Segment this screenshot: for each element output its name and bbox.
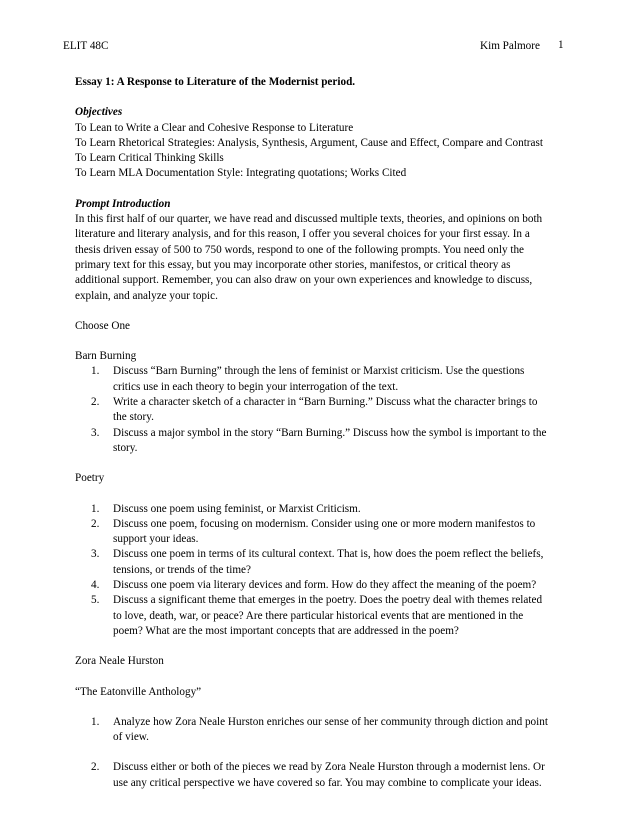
item-line: Discuss “Barn Burning” through the lens of feminist or Marxist criticism. Use the questions (113, 365, 525, 378)
item-line: the story. (113, 411, 154, 424)
list-item (75, 426, 565, 457)
hurston-subheading: “The Eatonville Anthology” (75, 685, 202, 698)
list-item (75, 502, 565, 517)
item-line: to love, death, war, or peace? Are there particular historical events that are mentioned in the (113, 609, 524, 622)
item-number: 2. (91, 517, 100, 530)
item-line: Discuss one poem using feminist, or Marxist Criticism. (113, 502, 361, 515)
page-number: 1 (558, 39, 564, 51)
item-number: 1. (91, 715, 100, 728)
item-line: use any critical perspective we have covered so far. You may combine to complicate your ideas. (113, 776, 542, 789)
item-line: Discuss a significant theme that emerges in the poetry. Does the poetry deal with themes related (113, 594, 543, 607)
item-number: 4. (91, 579, 100, 592)
item-number: 3. (91, 426, 100, 439)
objective-item: To Learn MLA Documentation Style: Integrating quotations; Works Cited (75, 167, 407, 180)
item-number: 3. (91, 548, 100, 561)
list-item (75, 578, 565, 593)
item-line: Write a character sketch of a character in “Barn Burning.” Discuss what the character brings to (113, 396, 538, 409)
list-item (75, 364, 565, 395)
item-line: Discuss one poem, focusing on modernism. Consider using one or more modern manifestos to (113, 517, 536, 530)
header-course: ELIT 48C (63, 40, 109, 52)
objective-item: To Learn Critical Thinking Skills (75, 152, 224, 165)
choose-one-label: Choose One (75, 319, 130, 332)
item-line: Discuss a major symbol in the story “Barn Burning.” Discuss how the symbol is important to the (113, 426, 547, 439)
item-line: Discuss one poem in terms of its cultural context. That is, how does the poem reflect the beliefs, (113, 548, 544, 561)
item-line: critics use in each theory to begin your interrogation of the text. (113, 380, 399, 393)
barn-burning-list (75, 364, 565, 456)
item-line: of view. (113, 731, 149, 744)
objective-item: To Learn Rhetorical Strategies: Analysis, Synthesis, Argument, Cause and Effect, Compare and Contrast (75, 136, 543, 149)
item-number: 5. (91, 594, 100, 607)
item-line: support your ideas. (113, 533, 199, 546)
objectives-heading: Objectives (75, 106, 123, 119)
document-body (75, 75, 565, 791)
list-item (75, 395, 565, 426)
list-item (75, 760, 565, 791)
list-item (75, 517, 565, 548)
prompt-line: literature and literary analysis, and for this reason, I offer you several choices for your first essay. In a (75, 228, 530, 241)
item-line: tensions, or trends of the time? (113, 563, 251, 576)
item-line: poem? What are the most important concepts that are addressed in the poem? (113, 624, 459, 637)
prompt-heading: Prompt Introduction (75, 197, 171, 210)
prompt-line: explain, and analyze your topic. (75, 289, 218, 302)
hurston-list (75, 715, 565, 791)
barn-burning-heading: Barn Burning (75, 350, 137, 363)
hurston-heading: Zora Neale Hurston (75, 655, 164, 668)
poetry-list (75, 502, 565, 640)
prompt-line: additional support. Remember, you can also draw on your own experiences and knowledge to discuss, (75, 274, 533, 287)
list-item (75, 715, 565, 746)
item-number: 2. (91, 761, 100, 774)
item-number: 1. (91, 502, 100, 515)
item-line: story. (113, 441, 138, 454)
item-number: 1. (91, 365, 100, 378)
item-line: Discuss one poem via literary devices and form. How do they affect the meaning of the poem? (113, 579, 537, 592)
item-number: 2. (91, 396, 100, 409)
item-line: Analyze how Zora Neale Hurston enriches our sense of her community through diction and point (113, 715, 548, 728)
prompt-line: thesis driven essay of 500 to 750 words, respond to one of the following prompts. You need only the (75, 243, 525, 256)
objective-item: To Lean to Write a Clear and Cohesive Response to Literature (75, 121, 354, 134)
prompt-line: primary text for this essay, but you may incorporate other stories, manifestos, or critical theory as (75, 258, 511, 271)
list-item (75, 547, 565, 578)
item-line: Discuss either or both of the pieces we read by Zora Neale Hurston through a modernist lens. Or (113, 761, 545, 774)
list-item (75, 593, 565, 639)
poetry-heading: Poetry (75, 472, 105, 485)
prompt-line: In this first half of our quarter, we have read and discussed multiple texts, theories, and opinions on both (75, 213, 543, 226)
essay-title: Essay 1: A Response to Literature of the Modernist period. (75, 76, 356, 88)
header-author: Kim Palmore (480, 40, 540, 52)
